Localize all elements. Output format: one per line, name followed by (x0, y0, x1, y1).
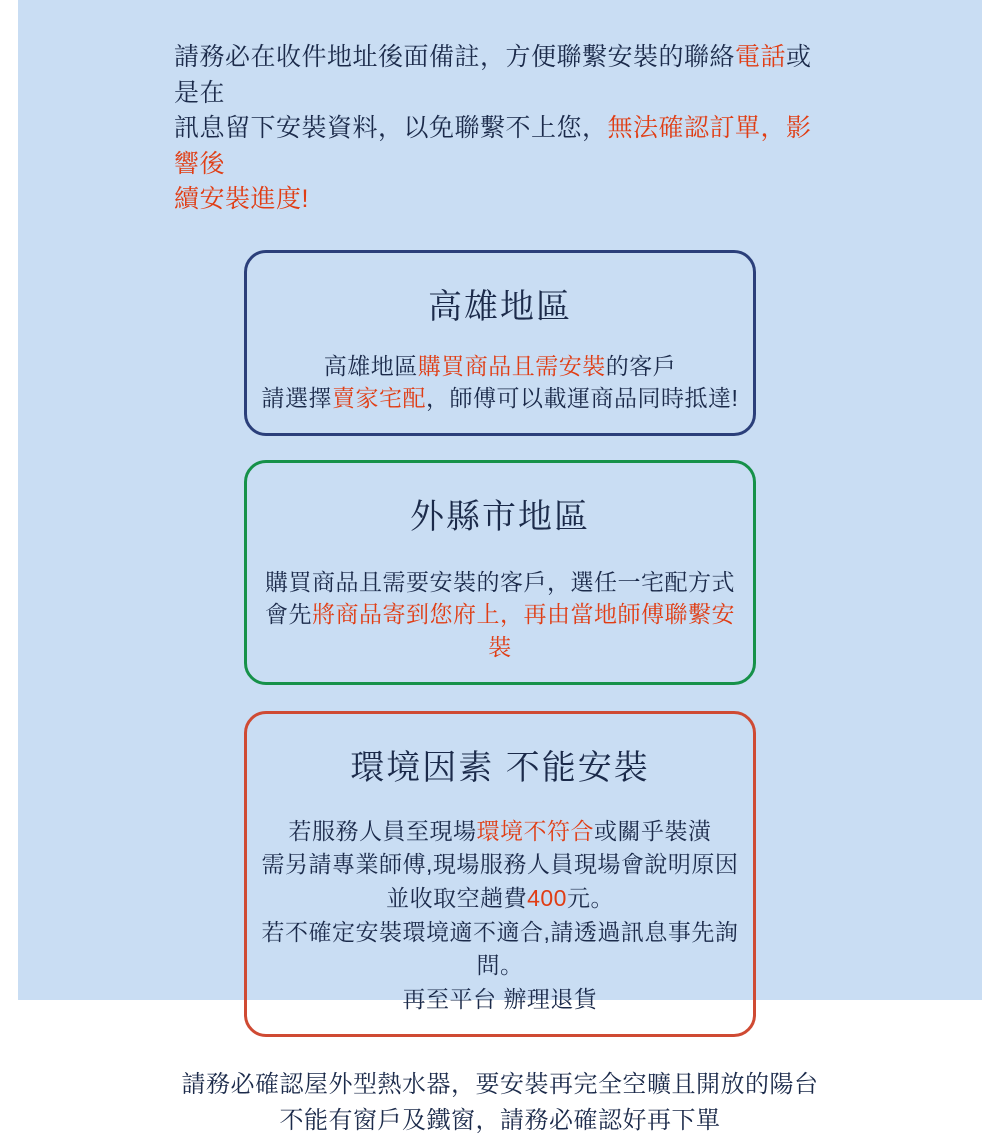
top-notice (168, 30, 832, 232)
text-part: ，師傅可以載運商品同時抵達! (426, 385, 739, 412)
section-kaohsiung-body (259, 350, 741, 415)
top-notice-highlight-order: 無法確認訂單，影響後 (174, 114, 812, 178)
section-environment-line-3 (259, 882, 741, 916)
poster-content (18, 0, 982, 1135)
top-notice-highlight-progress: 續安裝進度! (174, 185, 309, 213)
section-other-cities-body (259, 566, 741, 664)
section-environment-body (259, 815, 741, 1016)
section-kaohsiung (244, 250, 756, 436)
bottom-notice-line-1: 請務必確認屋外型熱水器，要安裝再完全空曠且開放的陽台 (181, 1071, 819, 1099)
section-other-cities-title: 外縣市地區 (410, 497, 590, 536)
text-part: 需另請專業師傅,現場服務人員現場會說明原因 (261, 851, 739, 878)
text-part: 或關乎裝潢 (594, 817, 712, 844)
text-part: 若不確定安裝環境適不適合,請透過訊息事先詢問。 (261, 918, 739, 979)
section-environment-title: 環境因素 不能安裝 (350, 748, 650, 787)
section-environment-line-1 (259, 815, 741, 849)
top-notice-seg4: 訊息留下安裝資料，以免聯繫不上您， (174, 114, 608, 142)
text-part: 購買商品且需要安裝的客戶，選任一宅配方式 (265, 568, 735, 595)
text-part: 再至平台 辦理退貨 (402, 985, 598, 1012)
top-notice-seg3: 或是在 (174, 43, 812, 107)
text-part: 元。 (566, 884, 614, 911)
text-part-highlight: 400 (527, 884, 567, 911)
top-notice-seg1: 請務必在收件地址後面備註，方便聯繫安裝的聯絡 (174, 43, 736, 71)
left-margin (0, 0, 18, 1000)
section-kaohsiung-title: 高雄地區 (428, 287, 572, 326)
text-part: 若服務人員至現場 (288, 817, 477, 844)
section-other-cities (244, 460, 756, 685)
text-part-highlight: 環境不符合 (476, 817, 594, 844)
section-kaohsiung-line-1 (259, 350, 741, 383)
section-other-cities-line-2 (259, 598, 741, 663)
section-kaohsiung-line-2 (259, 382, 741, 415)
text-part-highlight: 賣家宅配 (332, 385, 427, 412)
section-other-cities-line-1 (259, 566, 741, 599)
section-environment-line-5 (259, 983, 741, 1017)
section-environment-line-2 (259, 848, 741, 882)
section-environment (244, 711, 756, 1037)
top-notice-highlight-phone: 電話 (735, 43, 787, 71)
text-part: 高雄地區 (323, 352, 418, 379)
text-part-highlight: 將商品寄到您府上，再由當地師傅聯繫安裝 (312, 601, 735, 661)
text-part: 並收取空趟費 (386, 884, 528, 911)
text-part-highlight: 購買商品且需安裝 (417, 352, 606, 379)
text-part: 的客戶 (605, 352, 677, 379)
right-margin (982, 0, 1000, 1000)
text-part: 會先 (265, 601, 312, 628)
section-environment-line-4 (259, 916, 741, 983)
text-part: 請選擇 (261, 385, 333, 412)
bottom-notice (168, 1067, 832, 1139)
bottom-notice-line-2: 不能有窗戶及鐵窗，請務必確認好再下單 (279, 1107, 721, 1135)
